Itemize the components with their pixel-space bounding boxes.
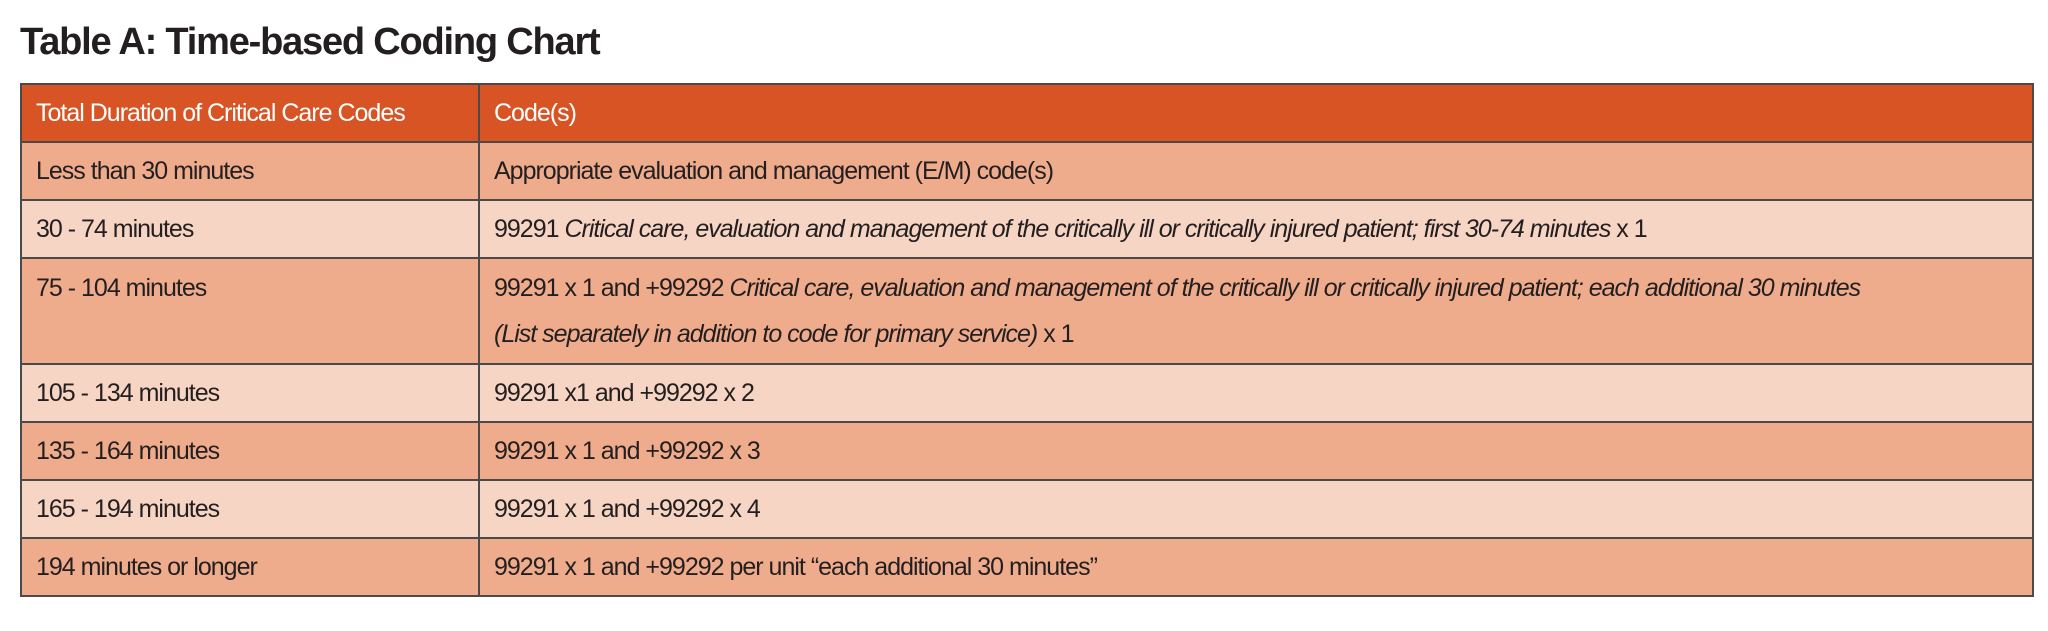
duration-cell: 75 - 104 minutes	[21, 258, 479, 364]
code-cell	[479, 258, 2033, 364]
time-based-coding-table	[20, 83, 2034, 597]
duration-cell: 135 - 164 minutes	[21, 422, 479, 480]
table-row	[21, 538, 2033, 596]
code-quantity: x 1	[1037, 320, 1074, 348]
table-row	[21, 364, 2033, 422]
page-title: Table A: Time-based Coding Chart	[20, 21, 600, 63]
code-cell	[479, 200, 2033, 258]
duration-cell: 105 - 134 minutes	[21, 364, 479, 422]
header-codes: Code(s)	[479, 84, 2033, 142]
code-quantity: x 1	[1610, 215, 1647, 243]
code-cell: Appropriate evaluation and management (E/M) code(s)	[479, 142, 2033, 200]
code-description: Critical care, evaluation and management of the critically ill or critically injured patient; each additional 30 minutes	[729, 274, 1861, 302]
table-row	[21, 258, 2033, 364]
duration-cell: Less than 30 minutes	[21, 142, 479, 200]
header-duration: Total Duration of Critical Care Codes	[21, 84, 479, 142]
table-header-row	[21, 84, 2033, 142]
code-line-1	[494, 265, 2018, 311]
table-row	[21, 200, 2033, 258]
duration-cell: 30 - 74 minutes	[21, 200, 479, 258]
duration-cell: 194 minutes or longer	[21, 538, 479, 596]
code-number: 99291	[494, 215, 565, 243]
code-note: (List separately in addition to code for primary service)	[494, 320, 1038, 348]
code-cell: 99291 x 1 and +99292 per unit “each additional 30 minutes”	[479, 538, 2033, 596]
table-row	[21, 480, 2033, 538]
code-number: 99291 x 1 and +99292	[494, 274, 730, 302]
code-cell: 99291 x1 and +99292 x 2	[479, 364, 2033, 422]
code-description: Critical care, evaluation and management of the critically ill or critically injured patient; first 30-74 minutes	[564, 215, 1611, 243]
code-cell: 99291 x 1 and +99292 x 4	[479, 480, 2033, 538]
code-line-2	[494, 311, 2018, 357]
code-cell: 99291 x 1 and +99292 x 3	[479, 422, 2033, 480]
table-row	[21, 142, 2033, 200]
duration-cell: 165 - 194 minutes	[21, 480, 479, 538]
table-row	[21, 422, 2033, 480]
